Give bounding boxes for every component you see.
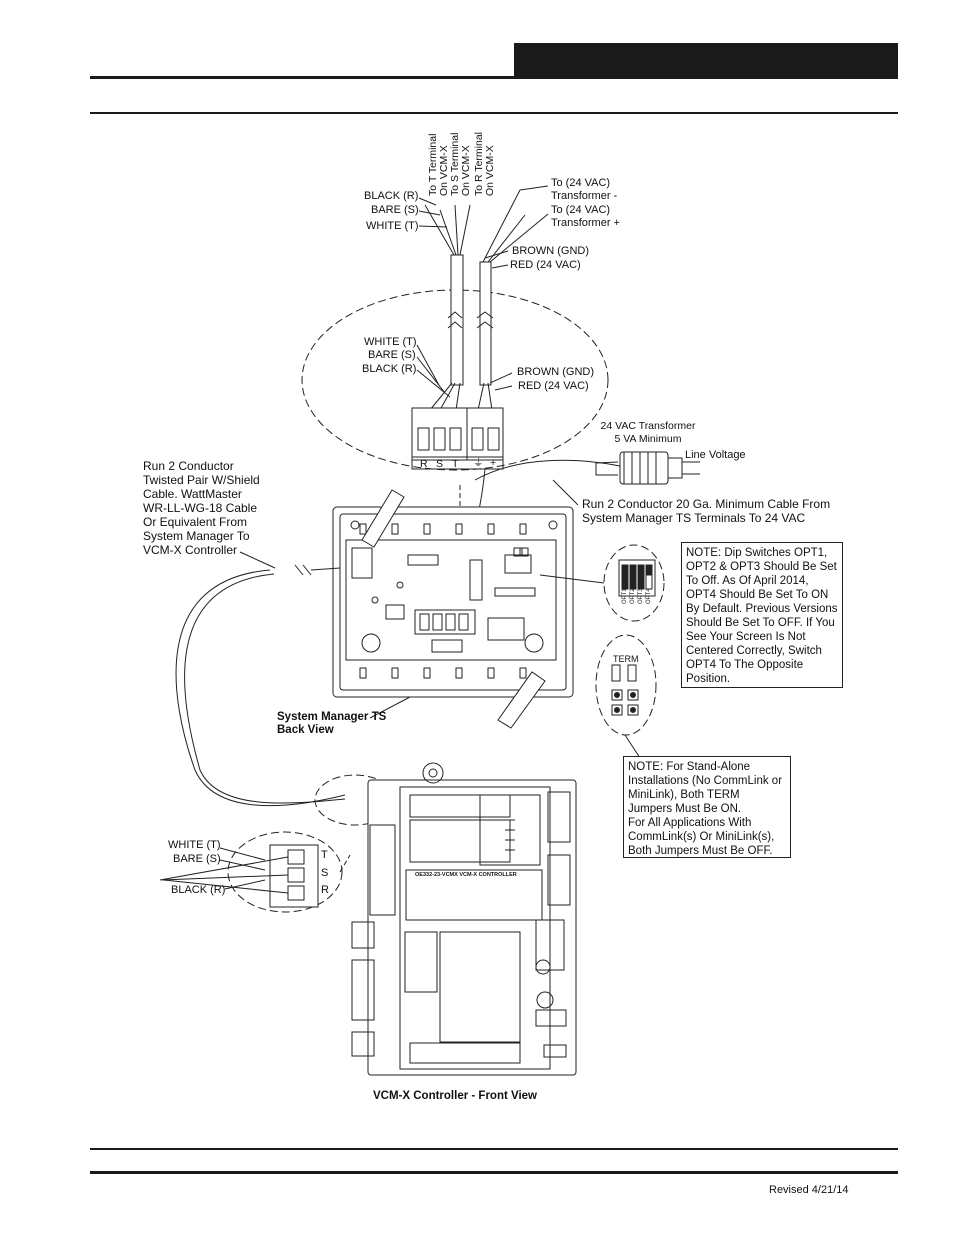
label-brown-gnd-mid: BROWN (GND) xyxy=(517,366,594,378)
label-transformer: 24 VAC Transformer 5 VA Minimum xyxy=(600,420,696,445)
label-run-2-conductor-twisted: Run 2 Conductor Twisted Pair W/Shield Cable. WattMaster WR-LL-WG-18 Cable Or Equivalent From System Manager To VCM-X Controller xyxy=(143,459,260,557)
label-black-r-bottom: BLACK (R) xyxy=(171,884,226,896)
label-to-t-terminal: To T Terminal On VCM-X xyxy=(427,133,450,196)
footer-revised: Revised 4/21/14 xyxy=(769,1184,849,1196)
label-to-s-terminal: To S Terminal On VCM-X xyxy=(449,132,472,196)
label-red-24vac-top: RED (24 VAC) xyxy=(510,259,581,271)
label-black-r-top: BLACK (R) xyxy=(364,190,419,202)
terminal-gnd: ⏚ xyxy=(473,457,484,469)
label-transformer-plus: To (24 VAC) Transformer + xyxy=(551,204,620,229)
terminal-r: R xyxy=(420,458,428,470)
label-line-voltage: Line Voltage xyxy=(685,449,746,461)
terminal-plus: + xyxy=(490,457,497,469)
vcmx-board-title: OE332-23-VCMX VCM-X CONTROLLER xyxy=(415,872,517,878)
svg-text:OPT1: OPT1 xyxy=(622,588,628,604)
svg-text:OPT2: OPT2 xyxy=(630,588,636,604)
caption-vcmx-front: VCM-X Controller - Front View xyxy=(373,1090,537,1102)
label-red-24vac-mid: RED (24 VAC) xyxy=(518,380,589,392)
label-run-2-conductor-20ga: Run 2 Conductor 20 Ga. Minimum Cable From System Manager TS Terminals To 24 VAC xyxy=(582,497,831,525)
tsr-label-s: S xyxy=(321,867,329,879)
label-brown-gnd-top: BROWN (GND) xyxy=(512,245,589,257)
label-bare-s-bottom: BARE (S) xyxy=(173,853,221,865)
label-white-t-bottom: WHITE (T) xyxy=(168,839,221,851)
label-bare-s-mid: BARE (S) xyxy=(368,349,416,361)
label-bare-s-top: BARE (S) xyxy=(371,204,419,216)
note-stand-alone: NOTE: For Stand-Alone Installations (No CommLink or MiniLink), Both TERM Jumpers Must Be ON. For All Applications With CommLink(s) Or MiniLink(s), Both Jumpers Must Be OFF. xyxy=(623,756,791,858)
tsr-label-t: T xyxy=(321,849,328,861)
tsr-label-r: R xyxy=(321,884,329,896)
label-white-t-top: WHITE (T) xyxy=(366,220,419,232)
label-to-r-terminal: To R Terminal On VCM-X xyxy=(473,132,496,196)
caption-system-manager-back: System Manager TS Back View xyxy=(277,711,387,736)
terminal-s: S xyxy=(436,458,444,470)
label-white-t-mid: WHITE (T) xyxy=(364,336,417,348)
svg-text:OPT3: OPT3 xyxy=(638,588,644,604)
label-term: TERM xyxy=(613,654,639,664)
note-dip-switches: NOTE: Dip Switches OPT1, OPT2 & OPT3 Should Be Set To Off. As Of April 2014, OPT4 Should Be Set To ON By Default. Previous Versions Should Be Set To OFF. If You See Your Screen Is Not Centered Correctly, Switch OPT4 To The Opposite Position. xyxy=(681,542,843,688)
svg-text:OPT4: OPT4 xyxy=(646,588,652,604)
label-transformer-minus: To (24 VAC) Transformer - xyxy=(551,177,618,202)
terminal-t: T xyxy=(452,458,459,470)
label-black-r-mid: BLACK (R) xyxy=(362,363,417,375)
